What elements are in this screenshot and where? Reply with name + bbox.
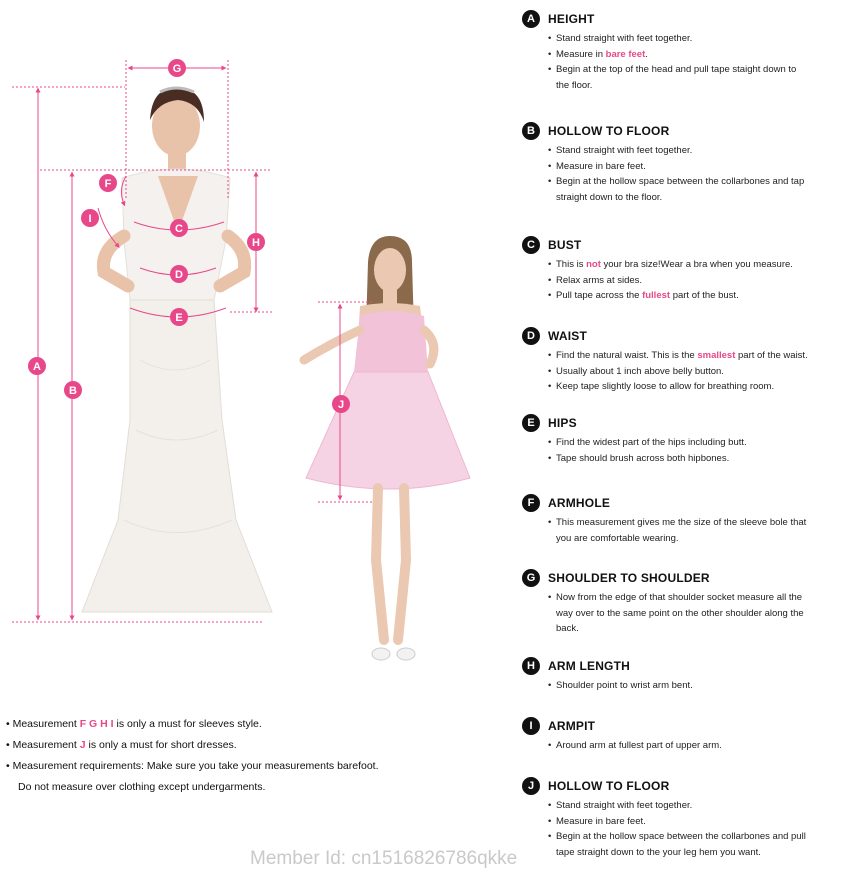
svg-text:F: F [104,178,112,190]
section-title: ARMPIT [548,719,596,733]
badge-i: I [522,717,540,735]
instruction-line: • Relax arms at sides. [548,273,840,289]
section-title: HOLLOW TO FLOOR [548,779,670,793]
svg-text:G: G [172,63,182,75]
badge-h: H [522,657,540,675]
instruction-line: way over to the same point on the other shoulder along the [556,607,804,619]
instruction-line: the floor. [556,79,593,91]
note-line: • Measurement J is only a must for short dresses. [6,739,237,751]
badge-a: A [522,10,540,28]
svg-text:J: J [337,399,345,411]
section-title: HEIGHT [548,12,595,26]
section-height [522,10,840,93]
marker-i [81,209,99,227]
badge-e: E [522,414,540,432]
instruction-line: • Measure in bare feet. [548,814,840,830]
svg-text:I: I [88,213,92,225]
instruction-line: • Begin at the hollow space between the collarbones and tap [548,174,840,190]
section-hollow-to-floor-short [522,777,840,860]
section-hips [522,414,840,466]
section-waist [522,327,840,395]
badge-b: B [522,122,540,140]
instruction-line: • Measure in bare feet. [548,159,840,175]
badge-f: F [522,494,540,512]
section-title: BUST [548,238,582,252]
note-line: Do not measure over clothing except undergarments. [18,781,266,793]
bride-figure [82,88,272,612]
instruction-line: tape straight down to the your leg hem you want. [556,846,761,858]
badge-g: G [522,569,540,587]
section-arm-length [522,657,840,694]
note-line: • Measurement F G H I is only a must for sleeves style. [6,718,262,730]
section-title: HIPS [548,416,577,430]
section-armhole [522,494,840,546]
instruction-line: • Around arm at fullest part of upper arm. [548,738,840,754]
svg-text:B: B [69,385,77,397]
marker-a [28,357,46,375]
svg-text:H: H [252,237,260,249]
instruction-line: • Stand straight with feet together. [548,798,840,814]
marker-h [247,233,265,251]
svg-text:C: C [175,223,183,235]
notes-block [6,714,436,798]
instruction-line: • Measure in bare feet. [548,47,840,63]
marker-d [170,265,188,283]
marker-e [170,308,188,326]
svg-text:A: A [33,361,41,373]
section-title: HOLLOW TO FLOOR [548,124,670,138]
section-title: SHOULDER TO SHOULDER [548,571,710,585]
section-shoulder-to-shoulder [522,569,840,637]
badge-c: C [522,236,540,254]
member-id-watermark: Member Id: cn1516826786qkke [250,848,518,869]
instruction-line: • Begin at the top of the head and pull tape staight down to [548,62,840,78]
section-hollow-to-floor [522,122,840,205]
section-armpit [522,717,840,754]
instruction-line: • Pull tape across the fullest part of the bust. [548,288,840,304]
svg-text:D: D [175,269,183,281]
note-line: • Measurement requirements: Make sure you take your measurements barefoot. [6,760,379,772]
svg-text:E: E [175,312,183,324]
instruction-line: straight down to the floor. [556,191,663,203]
badge-j: J [522,777,540,795]
instruction-line: • This measurement gives me the size of the sleeve bole that [548,515,840,531]
marker-b [64,381,82,399]
instruction-line: • Stand straight with feet together. [548,31,840,47]
instruction-line: • Now from the edge of that shoulder socket measure all the [548,590,840,606]
marker-j [332,395,350,413]
marker-f [99,174,117,192]
section-bust [522,236,840,304]
instruction-line: • Find the natural waist. This is the smallest part of the waist. [548,348,840,364]
marker-g [168,59,186,77]
instruction-line: • Find the widest part of the hips including butt. [548,435,840,451]
measurement-diagram [0,0,500,700]
instruction-line: back. [556,623,579,634]
instruction-line: • Usually about 1 inch above belly button. [548,364,840,380]
badge-d: D [522,327,540,345]
section-title: WAIST [548,329,587,343]
instruction-line: • Shoulder point to wrist arm bent. [548,678,840,694]
marker-c [170,219,188,237]
instruction-line: • Tape should brush across both hipbones. [548,451,840,467]
section-title: ARMHOLE [548,496,611,510]
instruction-line: • Begin at the hollow space between the collarbones and pull [548,829,840,845]
instruction-line: • Stand straight with feet together. [548,143,840,159]
instruction-line: you are comfortable wearing. [556,532,679,544]
instruction-line: • Keep tape slightly loose to allow for breathing room. [548,379,840,395]
instruction-line: • This is not your bra size!Wear a bra when you measure. [548,257,840,273]
short-dress-figure [304,236,470,660]
section-title: ARM LENGTH [548,659,630,673]
